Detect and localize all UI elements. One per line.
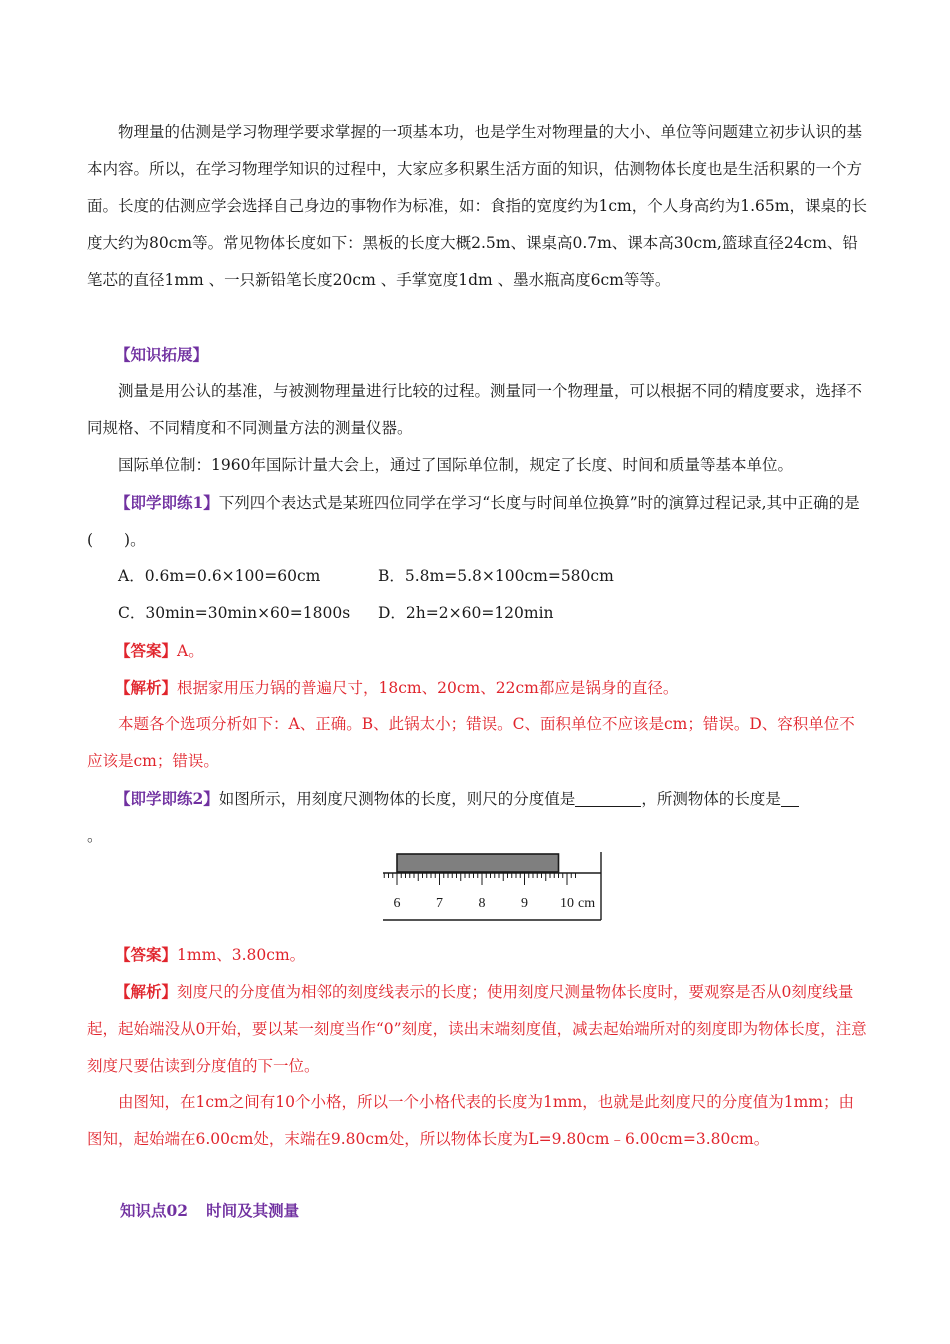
- exercise2-question-end: 。: [87, 827, 103, 845]
- exercise1-analysis-label: 【解析】: [115, 678, 178, 697]
- division-value-blank[interactable]: [575, 805, 641, 807]
- ruler-ticks: [384, 873, 575, 885]
- exercise1-answer-text: A。: [177, 642, 204, 660]
- exercise2-analysis-detail: 由图知，在1cm之间有10个小格，所以一个小格代表的长度为1mm，也就是此刻度尺的分度值为1mm；由图知，起始端在6.00cm处，末端在9.80cm处，所以物体长度为L=9.80cm﹣6.00cm=3.80cm。: [87, 1093, 854, 1148]
- ruler-tick-label: 10: [560, 896, 574, 911]
- exercise2-question: [87, 780, 867, 855]
- exercise1-analysis: [87, 669, 867, 707]
- section-heading: [120, 1196, 299, 1226]
- exercise1-question: [87, 484, 867, 559]
- knowledge-ext-label: 【知识拓展】: [115, 345, 209, 364]
- intro-paragraph: 物理量的估测是学习物理学要求掌握的一项基本功，也是学生对物理量的大小、单位等问题建立初步认识的基本内容。所以，在学习物理学知识的过程中，大家应多积累生活方面的知识，估测物体长度也是生活积累的一个方面。长度的估测应学会选择自己身边的事物作为标准，如：食指的宽度约为1cm，个人身高约为1.65m，课桌的长度大约为80cm等。常见物体长度如下：黑板的长度大概2.5m、课桌高0.7m、课本高30cm,篮球直径24cm、铅笔芯的直径1mm 、一只新铅笔长度20cm 、手掌宽度1dm 、墨水瓶高度6cm等等。: [87, 123, 867, 289]
- exercise2-analysis-text: 刻度尺的分度值为相邻的刻度线表示的长度；使用刻度尺测量物体长度时，要观察是否从0刻度线量起，起始端没从0开始，要以某一刻度当作“0”刻度，读出末端刻度值，减去起始端所对的刻度即为物体长度，注意刻度尺要估读到分度值的下一位。: [87, 983, 867, 1075]
- exercise2-analysis: [87, 973, 867, 1085]
- exercise2-label: 【即学即练2】: [115, 789, 219, 808]
- exercise2-analysis-label: 【解析】: [115, 982, 178, 1001]
- exercise2-answer: [87, 936, 867, 974]
- exercise1-option-a: A．0.6m=0.6×100=60cm: [118, 567, 321, 585]
- exercise1-answer: [87, 632, 867, 670]
- section-title: 时间及其测量: [206, 1201, 300, 1220]
- exercise1-question-text: 下列四个表达式是某班四位同学在学习“长度与时间单位换算”时的演算过程记录,其中正确的是( )。: [87, 494, 860, 549]
- ruler-tick-label: 6: [393, 896, 401, 911]
- section-number: 知识点02: [120, 1201, 189, 1220]
- knowledge-ext-paragraph-2: 国际单位制：1960年国际计量大会上，通过了国际单位制，规定了长度、时间和质量等基本单位。: [118, 456, 793, 474]
- ruler-figure: [383, 850, 608, 922]
- exercise1-option-b: B．5.8m=5.8×100cm=580cm: [378, 567, 614, 585]
- ruler-tick-label: 8: [478, 896, 486, 911]
- exercise1-analysis-detail: 本题各个选项分析如下：A、正确。B、此锅太小；错误。C、面积单位不应该是cm；错误。D、容积单位不应该是cm；错误。: [87, 715, 855, 770]
- length-blank[interactable]: [781, 805, 799, 807]
- ruler-tick-label: 9: [521, 896, 528, 911]
- exercise2-answer-label: 【答案】: [115, 945, 178, 964]
- knowledge-ext-paragraph-1: 测量是用公认的基准，与被测物理量进行比较的过程。测量同一个物理量，可以根据不同的精度要求，选择不同规格、不同精度和不同测量方法的测量仪器。: [87, 382, 863, 437]
- exercise1-option-d: D．2h=2×60=120min: [378, 604, 554, 622]
- exercise2-question-text-1: 如图所示，用刻度尺测物体的长度，则尺的分度值是: [218, 790, 576, 808]
- exercise1-answer-label: 【答案】: [115, 641, 178, 660]
- knowledge-ext-heading: [87, 336, 867, 374]
- ruler-labels: [394, 896, 575, 911]
- ruler-unit-label: cm: [578, 896, 596, 911]
- exercise1-option-c: C．30min=30min×60=1800s: [118, 604, 351, 622]
- exercise2-answer-text: 1mm、3.80cm。: [177, 946, 306, 964]
- ruler-tick-label: 7: [436, 896, 443, 911]
- measured-object: [397, 854, 559, 872]
- exercise2-question-text-2: ，所测物体的长度是: [641, 790, 781, 808]
- exercise1-label: 【即学即练1】: [115, 493, 219, 512]
- exercise1-analysis-text: 根据家用压力锅的普遍尺寸，18cm、20cm、22cm都应是锅身的直径。: [177, 679, 679, 697]
